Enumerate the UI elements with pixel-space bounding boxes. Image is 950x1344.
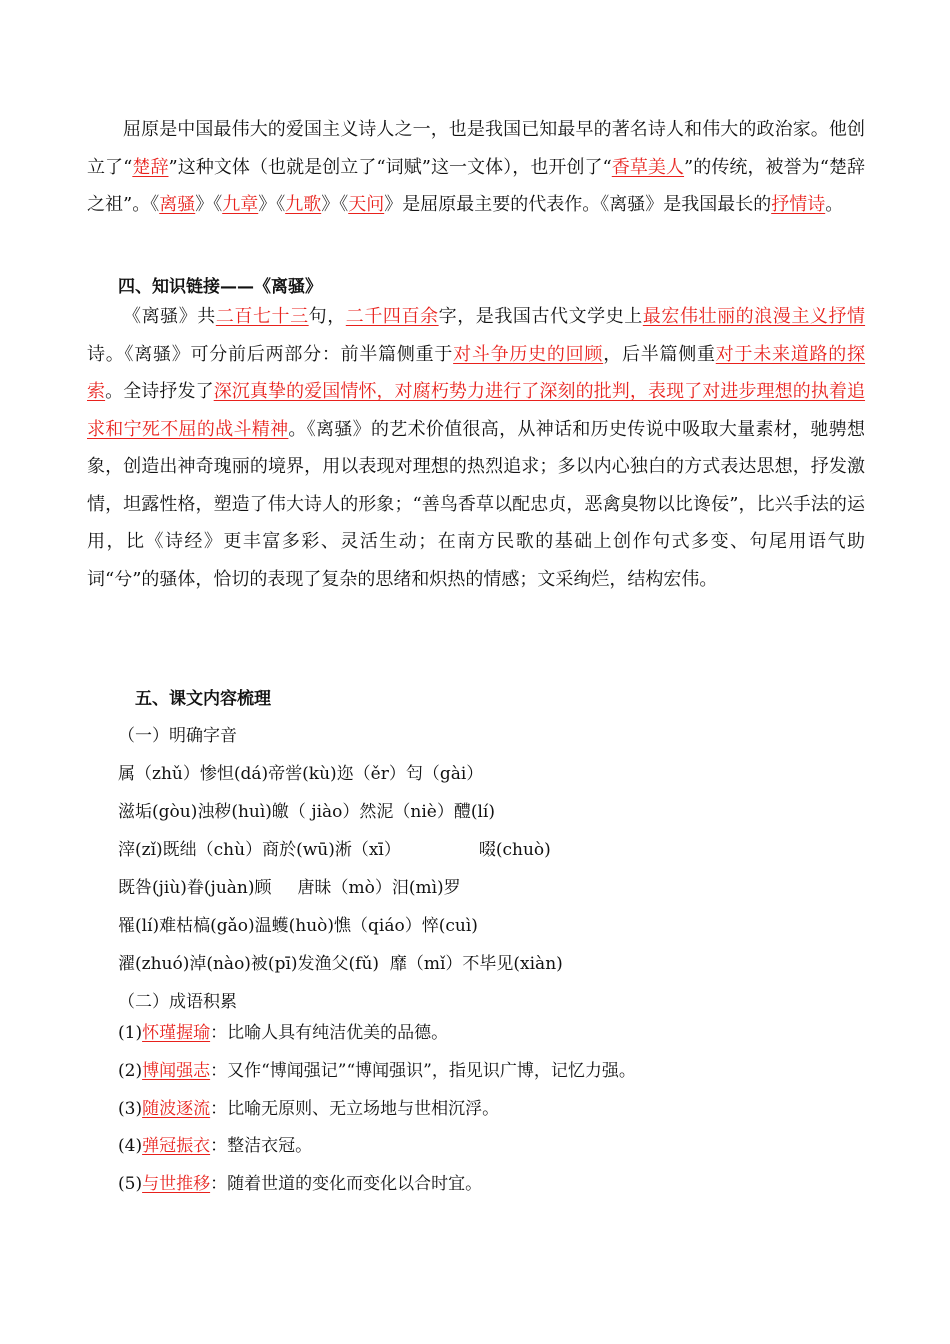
pronunciation-line [118, 835, 551, 860]
pronunciation-segment: 唐昧（mò）汨(mì)罗 [297, 878, 461, 898]
paragraph-text: ”的传统，被誉为“楚辞之祖”。《 [87, 156, 866, 215]
paragraph-text: 句， [308, 306, 346, 327]
pronunciation-line: 滋垢(gòu)浊秽(huì)皦（ jiào）然泥（niè）醴(lí) [118, 802, 495, 822]
pronunciation-line [118, 949, 563, 974]
pronunciation-segment: 滓(zǐ)既绌（chù）商於(wū)淅（xī） [118, 840, 401, 860]
idiom-number: (5) [118, 1174, 143, 1194]
section-5-heading: 五、课文内容梳理 [135, 689, 271, 709]
idiom-number: (3) [118, 1099, 143, 1119]
highlighted-answer: 二千四百余 [345, 306, 439, 327]
highlighted-answer: 离骚 [159, 194, 196, 215]
highlighted-answer: 最宏伟壮丽的浪漫主义抒情 [642, 306, 866, 327]
idiom-number: (4) [118, 1136, 143, 1156]
highlighted-answer: 二百七十三 [215, 306, 309, 327]
highlighted-answer: 深沉真挚的爱国情怀，对腐朽势力进行了深刻的批判，表现了对进步理想的执着追求和宁死不屈的战斗精神 [87, 381, 866, 440]
paragraph-text: 》《 [321, 194, 349, 215]
idiom-number: (1) [118, 1023, 143, 1043]
pronunciation-line [118, 873, 461, 898]
paragraph-text: 》《 [258, 194, 286, 215]
paragraph-text: 》是屈原最主要的代表作。《离骚》是我国最长的 [384, 194, 772, 215]
idiom-word: 弹冠振衣 [142, 1136, 211, 1156]
paragraph-text: 《离骚》共 [123, 306, 216, 327]
paragraph-text: 。全诗抒发了 [105, 381, 214, 402]
highlighted-answer: 对斗争历史的回顾 [453, 343, 604, 365]
highlighted-answer: 九章 [222, 194, 259, 215]
subsection-pronunciation-title: （一）明确字音 [118, 726, 237, 746]
pronunciation-segment: 濯(zhuó)淖(nào)被(pī)发渔父(fǔ) [118, 954, 380, 974]
paragraph-text: 诗。《离骚》可分前后两部分：前半篇侧重于 [87, 343, 454, 365]
paragraph-text: ”这种文体（也就是创立了“词赋”这一文体），也开创了“ [168, 156, 612, 178]
highlighted-answer: 天问 [348, 194, 385, 215]
idiom-item [118, 1018, 448, 1043]
paragraph-text: 。《离骚》的艺术价值很高，从神话和历史传说中吸取大量素材，驰骋想象，创造出神奇瑰丽的境界，用以表现对理想的热烈追求；多以内心独白的方式表达思想，抒发激情，坦露性格，塑造了伟大诗人的形象；“善鸟香草以配忠贞，恶禽臭物以比谗佞”，比兴手法的运用，比《诗经》更丰富多彩、灵活生动；在南方民歌的基础上创作句式多变、句尾用语气助词“兮”的骚体，恰切的表现了复杂的思绪和炽热的情感；文采绚烂，结构宏伟。 [87, 418, 865, 590]
pronunciation-segment: 靡（mǐ）不毕见(xiàn) [389, 954, 563, 974]
section-4-heading: 四、知识链接——《离骚》 [118, 277, 322, 297]
pronunciation-segment: 啜(chuò) [478, 840, 551, 860]
highlighted-answer: 对于未来道路的探索 [87, 343, 866, 402]
paragraph-text: 》《 [195, 194, 223, 215]
idiom-item [118, 1131, 312, 1156]
idiom-word: 与世推移 [142, 1174, 211, 1194]
pronunciation-line: 属（zhǔ）惨怛(dá)帝喾(kù)迩（ěr）匄（gài） [118, 764, 484, 784]
idiom-definition: ：比喻人具有纯洁优美的品德。 [210, 1023, 449, 1043]
paragraph-text: 字，是我国古代文学史上 [438, 306, 643, 327]
idiom-definition: ：又作“博闻强记”“博闻强识”，指见识广博，记忆力强。 [210, 1061, 636, 1081]
pronunciation-segment: 既咎(jiù)眷(juàn)顾 [118, 878, 272, 898]
paragraph-text: ，后半篇侧重 [603, 343, 716, 365]
idiom-definition: ：比喻无原则、无立场地与世相沉浮。 [210, 1099, 500, 1119]
highlighted-answer: 九歌 [285, 194, 322, 215]
paragraph-text: 。 [825, 194, 844, 215]
qu-yuan-intro-paragraph [87, 111, 865, 224]
subsection-idioms-title: （二）成语积累 [118, 992, 237, 1012]
highlighted-answer: 抒情诗 [771, 194, 826, 215]
highlighted-answer: 楚辞 [132, 156, 169, 178]
idiom-word: 怀瑾握瑜 [142, 1023, 211, 1043]
idiom-definition: ：随着世道的变化而变化以合时宜。 [210, 1174, 483, 1194]
paragraph-text: 屈原是中国最伟大的爱国主义诗人之一，也是我国已知最早的著名诗人和伟大的政治家。他创立了“ [87, 119, 865, 178]
idiom-number: (2) [118, 1061, 143, 1081]
highlighted-answer: 香草美人 [611, 156, 685, 178]
idiom-item [118, 1169, 482, 1194]
idiom-item [118, 1056, 636, 1081]
idiom-item [118, 1094, 499, 1119]
idiom-definition: ：整洁衣冠。 [210, 1136, 313, 1156]
pronunciation-line: 罹(lí)难枯槁(gǎo)温蠖(huò)憔（qiáo）悴(cuì) [118, 916, 478, 936]
lisao-knowledge-paragraph [87, 298, 865, 598]
idiom-word: 博闻强志 [142, 1061, 211, 1081]
idiom-word: 随波逐流 [142, 1099, 211, 1119]
